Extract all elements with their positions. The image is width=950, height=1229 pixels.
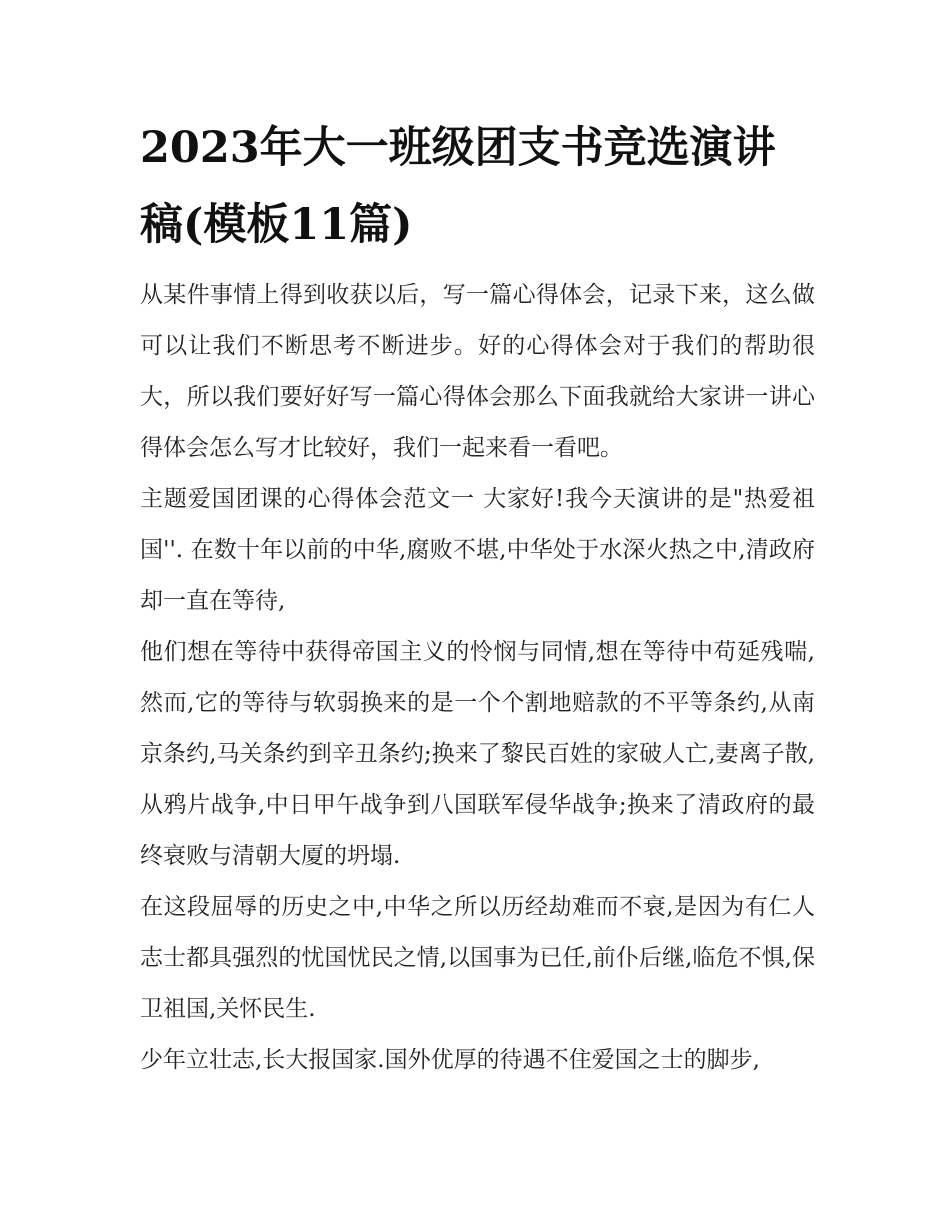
body-paragraph-2: 他们想在等待中获得帝国主义的怜悯与同情,想在等待中苟延残喘,然而,它的等待与软弱换来的是一个个割地赔款的不平等条约,从南京条约,马关条约到辛丑条约;换来了黎民百姓的家破人亡,妻离子散,从鸦片战争,中日甲午战争到八国联军侵华战争;换来了清政府的最终衰败与清朝大厦的坍塌. [140,639,815,869]
intro-paragraph: 从某件事情上得到收获以后，写一篇心得体会，记录下来，这么做可以让我们不断思考不断进步。好的心得体会对于我们的帮助很大，所以我们要好好写一篇心得体会那么下面我就给大家讲一讲心得体会怎么写才比较好，我们一起来看一看吧。 [140,282,815,461]
body-paragraph-4: 少年立壮志,长大报国家.国外优厚的待遇不住爱国之士的脚步, [140,1047,760,1073]
document-title: 2023年大一班级团支书竞选演讲稿(模板11篇) [140,123,776,250]
body-paragraph-3: 在这段屈辱的历史之中,中华之所以历经劫难而不衰,是因为有仁人志士都具强烈的忧国忧民之情,以国事为已任,前仆后继,临危不惧,保卫祖国,关怀民生. [140,894,815,1022]
document-content [140,110,815,1086]
body-paragraph-1: 主题爱国团课的心得体会范文一 大家好!我今天演讲的是"热爱祖国''. 在数十年以前的中华,腐败不堪,中华处于水深火热之中,清政府却一直在等待, [140,486,815,614]
